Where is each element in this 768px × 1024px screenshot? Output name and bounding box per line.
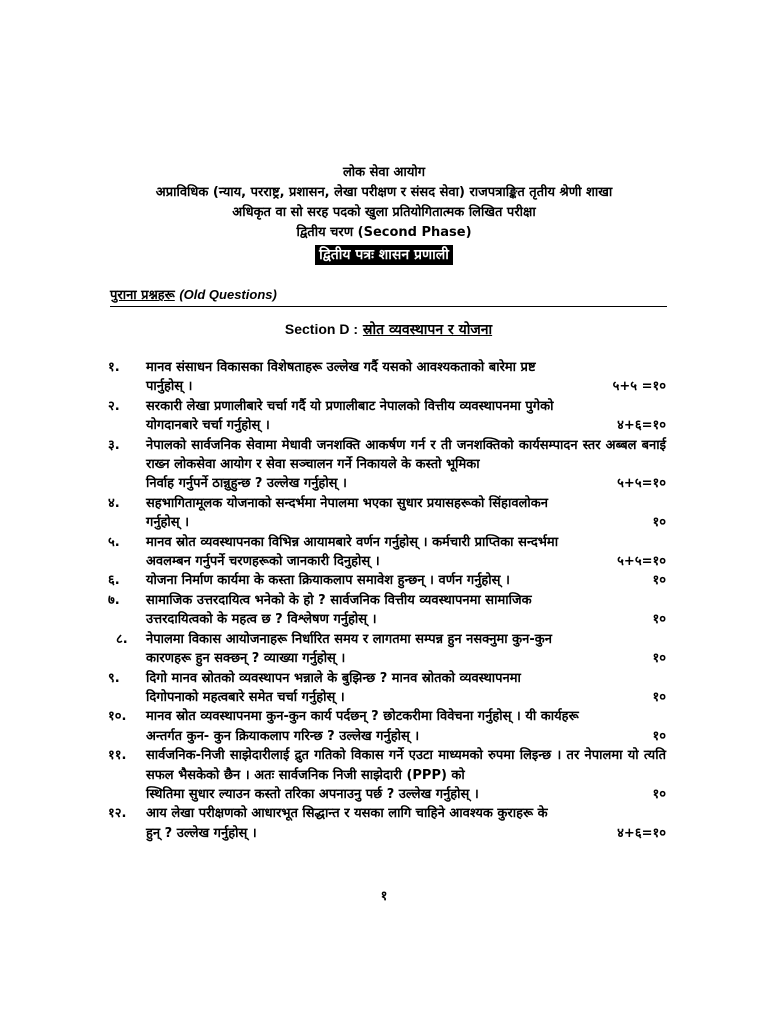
- question-marks: ५+५=१०: [617, 554, 666, 570]
- question-number: ११.: [108, 748, 127, 764]
- question-last-line: [146, 377, 666, 396]
- question-item: [108, 804, 666, 843]
- question-last-text: योगदानबारे चर्चा गर्नुहोस् ।: [146, 418, 270, 434]
- question-item: [108, 591, 666, 630]
- exam-phase: द्वितीय चरण (Second Phase): [296, 225, 472, 240]
- question-marks: ५+५ =१०: [612, 379, 666, 395]
- document-header: [0, 163, 768, 265]
- question-last-line: [146, 474, 666, 493]
- service-group-line: अप्राविधिक (न्याय, परराष्ट्र, प्रशासन, लेखा परीक्षण र संसद सेवा) राजपत्राङ्कित तृतीय श्रेणी शाखा: [155, 185, 613, 200]
- question-item: [108, 533, 666, 572]
- page-number: १: [380, 889, 388, 904]
- organization-name: लोक सेवा आयोग: [342, 165, 426, 180]
- question-last-line: [146, 649, 666, 668]
- question-number: ४.: [108, 495, 120, 511]
- question-last-line: [146, 416, 666, 435]
- question-number: २.: [108, 398, 120, 414]
- question-item: [108, 630, 666, 669]
- question-last-text: दिगोपनाको महत्वबारे समेत चर्चा गर्नुहोस् ।: [146, 689, 345, 705]
- question-text: नेपालको सार्वजनिक सेवामा मेधावी जनशक्ति आकर्षण गर्न र ती जनशक्तिको कार्यसम्पादन स्तर अब्बल बनाई राख्न लोकसेवा आयोग र सेवा सञ्चालन गर्ने निकायले के कस्तो भूमिका: [146, 437, 666, 473]
- question-last-text: योजना निर्माण कार्यमा के कस्ता क्रियाकलाप समावेश हुन्छन् । वर्णन गर्नुहोस् ।: [146, 573, 510, 589]
- question-last-line: [146, 610, 666, 629]
- question-item: [108, 707, 666, 746]
- question-item: [108, 397, 666, 436]
- question-number: ७.: [108, 592, 120, 608]
- question-last-line: [146, 552, 666, 571]
- question-text: सार्वजनिक-निजी साझेदारीलाई द्रुत गतिको विकास गर्ने एउटा माध्यमको रुपमा लिइन्छ । तर नेपालमा यो त्यति सफल भैसकेको छैन । अतः सार्वजनिक निजी साझेदारी (PPP) को: [146, 748, 666, 783]
- question-number: ३.: [108, 437, 120, 453]
- question-last-line: [146, 727, 666, 746]
- question-marks: १०: [652, 651, 666, 667]
- old-questions-heading: [110, 285, 277, 303]
- question-last-line: [146, 688, 666, 707]
- paper-title-wrap: [0, 244, 768, 265]
- question-marks: ५+५=१०: [617, 476, 666, 492]
- exam-type-line: अधिकृत वा सो सरह पदको खुला प्रतियोगितात्मक लिखित परीक्षा: [232, 205, 536, 220]
- question-number: ५.: [108, 534, 120, 550]
- question-list: [108, 358, 666, 843]
- question-text: दिगो मानव स्रोतको व्यवस्थापन भन्नाले के बुझिन्छ ? मानव स्रोतको व्यवस्थापनमा: [146, 670, 521, 686]
- question-item: [108, 358, 666, 397]
- question-item: [108, 571, 666, 590]
- question-number: ६.: [108, 573, 120, 589]
- question-text: सहभागितामूलक योजनाको सन्दर्भमा नेपालमा भएका सुधार प्रयासहरूको सिंहावलोकन: [146, 495, 548, 511]
- question-marks: १०: [652, 689, 666, 705]
- question-last-text: निर्वाह गर्नुपर्ने ठान्नुहुन्छ ? उल्लेख गर्नुहोस् ।: [146, 476, 347, 492]
- question-last-line: [146, 513, 666, 532]
- old-questions-label: पुराना प्रश्नहरू: [110, 288, 175, 303]
- question-text: नेपालमा विकास आयोजनाहरू निर्धारित समय र लागतमा सम्पन्न हुन नसक्नुमा कुन-कुन: [146, 631, 552, 647]
- question-last-text: उत्तरदायित्वको के महत्व छ ? विश्लेषण गर्नुहोस् ।: [146, 612, 377, 628]
- question-last-text: हुन् ? उल्लेख गर्नुहोस् ।: [146, 825, 257, 841]
- section-heading: [110, 320, 667, 339]
- question-text: सरकारी लेखा प्रणालीबारे चर्चा गर्दै यो प्रणालीबाट नेपालको वित्तीय व्यवस्थापनमा पुगेको: [146, 398, 554, 414]
- question-last-line: [146, 824, 666, 843]
- question-item: [108, 436, 666, 494]
- question-marks: ४+६=१०: [617, 825, 666, 841]
- question-item: [108, 669, 666, 708]
- question-text: मानव संसाधन विकासका विशेषताहरू उल्लेख गर्दै यसको आवश्यकताको बारेमा प्रष्ट: [146, 360, 536, 375]
- question-last-line: [146, 571, 666, 590]
- section-name: स्रोत व्यवस्थापन र योजना: [362, 322, 493, 338]
- question-number: १०.: [108, 709, 127, 725]
- question-number: १.: [108, 360, 120, 375]
- question-number: ८.: [116, 631, 128, 647]
- question-last-text: अवलम्बन गर्नुपर्ने चरणहरूको जानकारी दिनुहोस् ।: [146, 554, 380, 570]
- question-marks: १०: [652, 728, 666, 744]
- question-last-text: स्थितिमा सुधार ल्याउन कस्तो तरिका अपनाउनु पर्छ ? उल्लेख गर्नुहोस् ।: [146, 786, 479, 802]
- question-marks: ४+६=१०: [617, 418, 666, 434]
- question-marks: १०: [652, 515, 666, 531]
- question-text: मानव स्रोत व्यवस्थापनका विभिन्न आयामबारे वर्णन गर्नुहोस् । कर्मचारी प्राप्तिका सन्दर्भमा: [146, 534, 559, 550]
- question-number: १२.: [108, 806, 127, 822]
- heading-divider: [110, 306, 667, 307]
- section-label: Section D :: [284, 321, 358, 337]
- question-text: मानव स्रोत व्यवस्थापनमा कुन-कुन कार्य पर्दछन् ? छोटकरीमा विवेचना गर्नुहोस् । यी कार्यहरू: [146, 709, 579, 725]
- question-text: सामाजिक उत्तरदायित्व भनेको के हो ? सार्वजनिक वित्तीय व्यवस्थापनमा सामाजिक: [146, 592, 532, 608]
- question-item: [108, 494, 666, 533]
- paper-title: द्वितीय पत्रः शासन प्रणाली: [315, 245, 453, 265]
- question-marks: १०: [652, 786, 666, 802]
- question-text: आय लेखा परीक्षणको आधारभूत सिद्धान्त र यसका लागि चाहिने आवश्यक कुराहरू के: [146, 806, 548, 822]
- old-questions-label-en: (Old Questions): [179, 287, 277, 302]
- question-number: ९.: [108, 670, 120, 686]
- question-marks: १०: [652, 573, 666, 589]
- question-last-text: अन्तर्गत कुन- कुन क्रियाकलाप गरिन्छ ? उल्लेख गर्नुहोस् ।: [146, 728, 420, 744]
- question-item: [108, 746, 666, 804]
- question-last-line: [146, 785, 666, 804]
- question-marks: १०: [652, 612, 666, 628]
- question-last-text: कारणहरू हुन सक्छन् ? व्याख्या गर्नुहोस् ।: [146, 651, 346, 667]
- question-last-text: गर्नुहोस् ।: [146, 515, 190, 531]
- question-last-text: पार्नुहोस् ।: [146, 379, 193, 395]
